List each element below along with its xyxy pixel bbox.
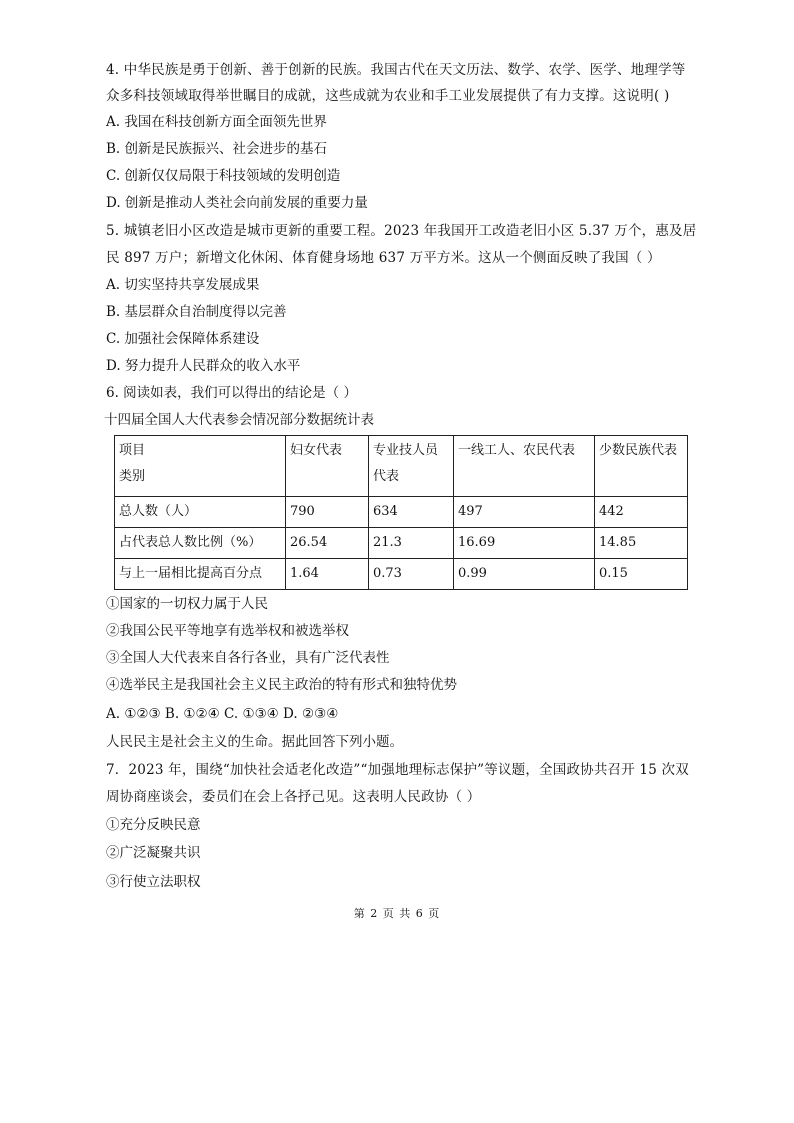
- row-label: 总人数（人）: [115, 497, 286, 528]
- q5-stem-line1: 5. 城镇老旧小区改造是城市更新的重要工程。2023 年我国开工改造老旧小区 5.37 万个，惠及居: [106, 223, 697, 239]
- q5-option-a: A. 切实坚持共享发展成果: [106, 277, 260, 293]
- header-cell-women: 妇女代表: [286, 436, 369, 497]
- header-corner-cell: [115, 436, 286, 497]
- q5-stem-line2: 民 897 万户；新增文化休闲、体育健身场地 637 万平方米。这从一个侧面反映了我国（ ）: [106, 250, 661, 266]
- table-cell: 14.85: [595, 528, 688, 559]
- q4-option-d: D. 创新是推动人类社会向前发展的重要力量: [106, 195, 368, 211]
- q7-statement-2: ②广泛凝聚共识: [106, 845, 201, 861]
- table-cell: 497: [454, 497, 595, 528]
- statistics-table: [114, 435, 688, 590]
- q7-stem-line1: 7．2023 年，围绕“加快社会适老化改造”“加强地理标志保护”等议题，全国政协共召开 15 次双: [106, 762, 689, 778]
- q5-option-d: D. 努力提升人民群众的收入水平: [106, 358, 301, 374]
- table-row: [115, 497, 688, 528]
- table-cell: 0.73: [369, 559, 454, 590]
- section-intro: 人民民主是社会主义的生命。据此回答下列小题。: [106, 734, 403, 750]
- q7-statement-3: ③行使立法职权: [106, 874, 201, 890]
- table-cell: 790: [286, 497, 369, 528]
- q7-stem-line2: 周协商座谈会，委员们在会上各抒己见。这表明人民政协（ ）: [106, 789, 481, 805]
- table-cell: 0.15: [595, 559, 688, 590]
- table-row: [115, 528, 688, 559]
- table-cell: 634: [369, 497, 454, 528]
- table-cell: 16.69: [454, 528, 595, 559]
- q5-option-b: B. 基层群众自治制度得以完善: [106, 304, 287, 320]
- header-item-label: 项目: [119, 443, 146, 458]
- q6-statement-1: ①国家的一切权力属于人民: [106, 596, 268, 612]
- page-footer: 第 2 页 共 6 页: [353, 907, 441, 920]
- q6-answer-options: A. ①②③ B. ①②④ C. ①③④ D. ②③④: [106, 706, 339, 722]
- q6-stem: 6. 阅读如表，我们可以得出的结论是（ ）: [106, 385, 357, 401]
- row-label: 与上一届相比提高百分点: [115, 559, 286, 590]
- table-cell: 26.54: [286, 528, 369, 559]
- q4-option-c: C. 创新仅仅局限于科技领域的发明创造: [106, 168, 341, 184]
- table-cell: 442: [595, 497, 688, 528]
- q4-stem-line2: 众多科技领域取得举世瞩目的成就，这些成就为农业和手工业发展提供了有力支撑。这说明( ): [106, 88, 670, 104]
- header-category-label: 类别: [119, 469, 146, 484]
- table-row: [115, 559, 688, 590]
- table-cell: 21.3: [369, 528, 454, 559]
- header-cell-professionals: 专业技人员代表: [369, 436, 454, 497]
- q6-statement-3: ③全国人大代表来自各行各业，具有广泛代表性: [106, 650, 390, 666]
- q4-stem-line1: 4. 中华民族是勇于创新、善于创新的民族。我国古代在天文历法、数学、农学、医学、地理学等: [106, 62, 686, 78]
- header-cell-ethnic-minorities: 少数民族代表: [595, 436, 688, 497]
- table-title: 十四届全国人大代表参会情况部分数据统计表: [104, 412, 374, 428]
- q4-option-a: A. 我国在科技创新方面全面领先世界: [106, 114, 327, 130]
- table-cell: 0.99: [454, 559, 595, 590]
- q7-statement-1: ①充分反映民意: [106, 817, 201, 833]
- q6-statement-2: ②我国公民平等地享有选举权和被选举权: [106, 623, 349, 639]
- q6-statement-4: ④选举民主是我国社会主义民主政治的特有形式和独特优势: [106, 677, 457, 693]
- q4-option-b: B. 创新是民族振兴、社会进步的基石: [106, 141, 328, 157]
- header-cell-workers-farmers: 一线工人、农民代表: [454, 436, 595, 497]
- q5-option-c: C. 加强社会保障体系建设: [106, 331, 260, 347]
- table-cell: 1.64: [286, 559, 369, 590]
- table-header-row: [115, 436, 688, 497]
- row-label: 占代表总人数比例（%）: [115, 528, 286, 559]
